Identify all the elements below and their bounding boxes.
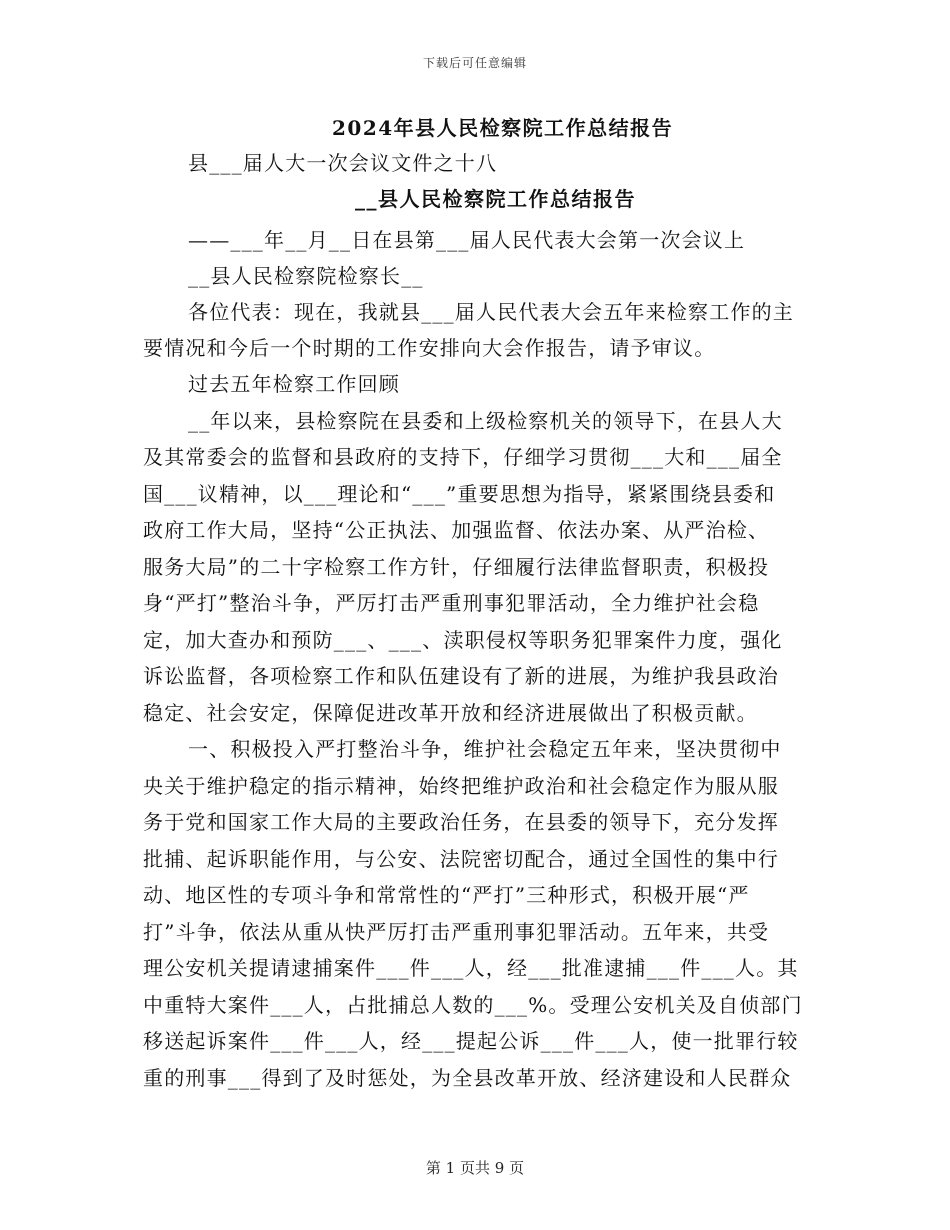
paragraph-line: 重的刑事___得到了及时惩处，为全县改革开放、经济建设和人民群众 [143,1066,792,1090]
paragraph-line: 各位代表：现在，我就县___届人民代表大会五年来检察工作的主 [188,300,794,324]
paragraph-line: 一、积极投入严打整治斗争，维护社会稳定五年来，坚决贯彻中 [188,737,782,761]
section-heading: 过去五年检察工作回顾 [188,372,400,396]
paragraph-line: 诉讼监督，各项检察工作和队伍建设有了新的进展，为维护我县政治 [143,664,779,688]
paragraph-line: 国___议精神，以___理论和“___”重要思想为指导，紧紧围绕县委和 [143,482,776,506]
paragraph-line: 服务大局”的二十字检察工作方针，仔细履行法律监督职责，积极投 [143,555,770,579]
speaker-line: __县人民检察院检察长__ [188,264,424,288]
paragraph-line: 定，加大查办和预防___、___、渎职侵权等职务犯罪案件力度，强化 [143,628,783,652]
paragraph-line: __年以来，县检察院在县委和上级检察机关的领导下，在县人大 [188,409,783,433]
report-title: __县人民检察院工作总结报告 [355,187,636,211]
paragraph-line: 移送起诉案件___件___人，经___提起公诉___件___人，使一批罪行较 [143,1029,799,1053]
paragraph-line: 批捕、起诉职能作用，与公安、法院密切配合，通过全国性的集中行 [143,847,779,871]
paragraph-line: 务于党和国家工作大局的主要政治任务，在县委的领导下，充分发挥 [143,810,779,834]
paragraph-line: 央关于维护稳定的指示精神，始终把维护政治和社会稳定作为服从服 [143,774,779,798]
page-header-note: 下载后可任意编辑 [422,56,527,70]
paragraph-line: 动、地区性的专项斗争和常常性的“严打”三种形式，积极开展“严 [143,883,750,907]
meeting-line: ——___年__月__日在县第___届人民代表大会第一次会议上 [188,228,746,252]
document-subtitle: 县___届人大一次会议文件之十八 [188,151,498,175]
page-number: 第 1 页共 9 页 [425,1159,525,1177]
paragraph-line: 理公安机关提请逮捕案件___件___人，经___批准逮捕___件___人。其 [143,956,799,980]
paragraph-line: 稳定、社会安定，保障促进改革开放和经济进展做出了积极贡献。 [143,701,758,725]
paragraph-line: 政府工作大局，坚持“公正执法、加强监督、依法办案、从严治检、 [143,518,770,542]
paragraph-line: 打”斗争，依法从重从快严厉打击严重刑事犯罪活动。五年来，共受 [143,920,770,944]
paragraph-line: 及其常委会的监督和县政府的支持下，仔细学习贯彻___大和___届全 [143,445,783,469]
paragraph-line: 要情况和今后一个时期的工作安排向大会作报告，请予审议。 [143,336,716,360]
paragraph-line: 中重特大案件___人，占批捕总人数的___%。受理公安机关及自侦部门 [143,993,803,1017]
paragraph-line: 身“严打”整治斗争，严厉打击严重刑事犯罪活动，全力维护社会稳 [143,591,760,615]
document-title: 2024年县人民检察院工作总结报告 [332,116,674,140]
